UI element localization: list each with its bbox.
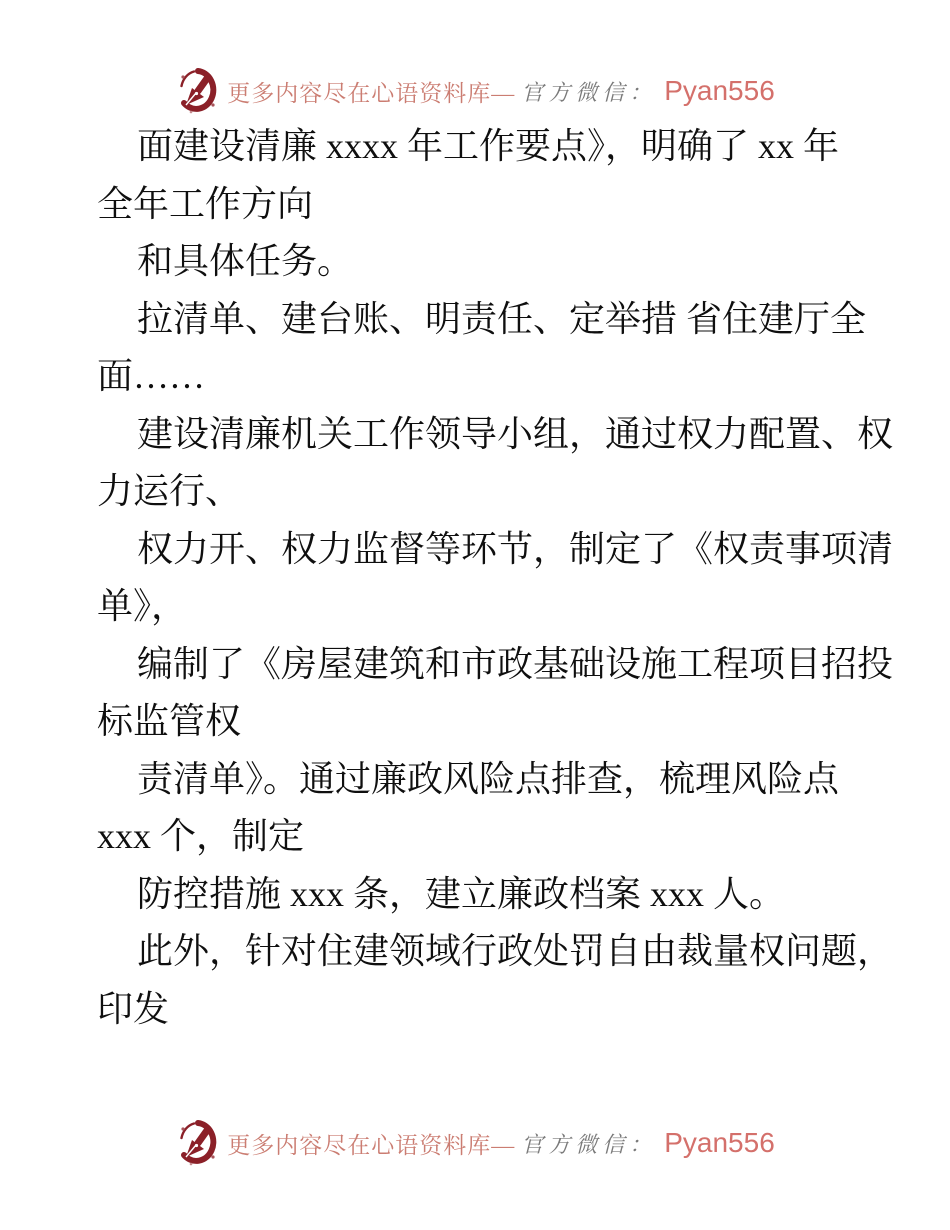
text-line: 责清单》。通过廉政风险点排查，梳理风险点 bbox=[137, 758, 840, 799]
text-line: 力运行、 bbox=[97, 471, 242, 511]
document-body bbox=[97, 118, 913, 1038]
text-line: 面…… bbox=[97, 356, 206, 396]
header-watermark bbox=[0, 64, 950, 118]
text-line: 和具体任务。 bbox=[137, 241, 354, 281]
watermark-site-text: 更多内容尽在心语资料库— bbox=[227, 80, 516, 106]
paragraph bbox=[97, 521, 913, 636]
text-line: 标监管权 bbox=[97, 701, 242, 741]
paragraph bbox=[97, 636, 913, 751]
watermark-wechat-label: 官方微信： bbox=[521, 80, 657, 106]
paragraph bbox=[97, 233, 913, 291]
watermark-wechat-id: Pyan556 bbox=[664, 75, 775, 106]
text-line: 此外，针对住建领域行政处罚自由裁量权问题， bbox=[137, 931, 894, 971]
watermark-wechat-label: 官方微信： bbox=[521, 1132, 657, 1158]
paragraph bbox=[97, 751, 913, 866]
paragraph bbox=[97, 923, 913, 1038]
footer-watermark bbox=[0, 1116, 950, 1170]
paragraph bbox=[97, 118, 913, 233]
pen-circle-logo-icon bbox=[175, 1116, 221, 1170]
text-line: 面建设清廉 xxxx 年工作要点》，明确了 xx 年 bbox=[137, 126, 840, 166]
watermark-site-text: 更多内容尽在心语资料库— bbox=[227, 1132, 516, 1158]
pen-circle-logo-icon bbox=[175, 64, 221, 118]
text-line: 建设清廉机关工作领导小组，通过权力配置、权 bbox=[137, 413, 894, 454]
text-line: 印发 bbox=[97, 988, 170, 1029]
text-line: 单》， bbox=[97, 586, 188, 626]
paragraph bbox=[97, 866, 913, 924]
text-line: xxx 个，制定 bbox=[97, 816, 305, 856]
text-line: 全年工作方向 bbox=[97, 183, 314, 224]
text-line: 防控措施 xxx 条，建立廉政档案 xxx 人。 bbox=[137, 873, 786, 914]
text-line: 拉清单、建台账、明责任、定举措 省住建厅全 bbox=[137, 298, 867, 339]
paragraph bbox=[97, 406, 913, 521]
paragraph bbox=[97, 291, 913, 406]
text-line: 编制了《房屋建筑和市政基础设施工程项目招投 bbox=[137, 643, 894, 684]
watermark-wechat-id: Pyan556 bbox=[664, 1127, 775, 1158]
text-line: 权力开、权力监督等环节，制定了《权责事项清 bbox=[137, 528, 894, 569]
